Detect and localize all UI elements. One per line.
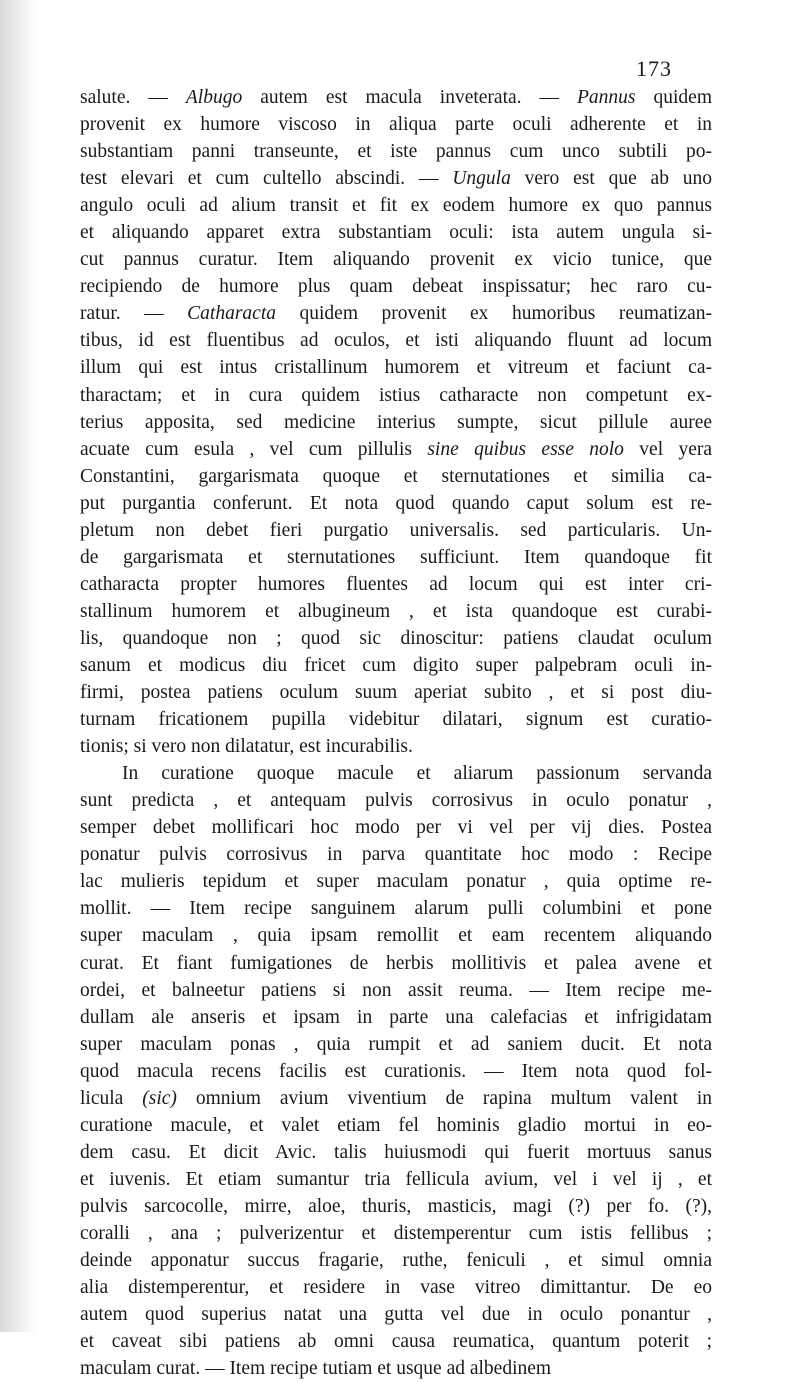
- text-line: [80, 327, 712, 354]
- text-run: angulo oculi ad alium transit et fit ex eodem humore ex quo pannus: [80, 195, 712, 217]
- text-line: [80, 1301, 712, 1328]
- text-line: [80, 679, 712, 706]
- text-run: illum qui est intus cristallinum humorem et vitreum et faciunt ca-: [80, 357, 712, 379]
- text-run: tharactam; et in cura quidem istius catharacte non competunt ex-: [80, 384, 712, 406]
- text-run: vel yera: [623, 438, 712, 460]
- text-line: [80, 517, 712, 544]
- italic-term: Ungula: [452, 168, 511, 190]
- text-line: [80, 409, 712, 436]
- text-line: [80, 1220, 712, 1247]
- text-run: test elevari et cum cultello abscindi. —: [80, 168, 453, 190]
- text-run: terius apposita, sed medicine interius sumpte, sicut pillule auree: [80, 411, 712, 433]
- text-line: [80, 436, 712, 463]
- text-run: curatione macule, et valet etiam fel hominis gladio mortui in eo-: [80, 1114, 712, 1136]
- text-line: [80, 760, 712, 787]
- text-run: super maculam ponas , quia rumpit et ad saniem ducit. Et nota: [80, 1033, 712, 1055]
- text-run: tibus, id est fluentibus ad oculos, et isti aliquando fluunt ad locum: [80, 330, 712, 352]
- text-run: catharacta propter humores fluentes ad locum qui est inter cri-: [80, 573, 712, 595]
- text-run: In curatione quoque macule et aliarum passionum servanda: [122, 763, 712, 785]
- text-run: semper debet mollificari hoc modo per vi vel per vij dies. Postea: [80, 817, 712, 839]
- text-line: [80, 463, 712, 490]
- text-line: [80, 922, 712, 949]
- italic-term: sine quibus esse nolo: [427, 438, 624, 460]
- text-run: autem est macula inveterata. —: [242, 87, 578, 108]
- text-run: et iuvenis. Et etiam sumantur tria fellicula avium, vel i vel ij , et: [80, 1168, 712, 1190]
- italic-term: Albugo: [185, 87, 243, 108]
- text-run: super maculam , quia ipsam remollit et eam recentem aliquando: [80, 925, 712, 947]
- text-run: sanum et modicus diu fricet cum digito super palpebram oculi in-: [80, 654, 712, 676]
- text-line: [80, 382, 712, 409]
- text-run: pletum non debet fieri purgatio universalis. sed particularis. Un-: [80, 519, 712, 541]
- text-run: Constantini, gargarismata quoque et sternutationes et similia ca-: [80, 465, 712, 487]
- text-line: [80, 706, 712, 733]
- text-line: [80, 165, 712, 192]
- text-run: quidem: [635, 87, 712, 108]
- text-line: [80, 1193, 712, 1220]
- text-line: [80, 1355, 712, 1382]
- text-run: maculam curat. — Item recipe tutiam et usque ad albedinem: [80, 1358, 552, 1380]
- text-run: firmi, postea patiens oculum suum aperiat subito , et si post diu-: [80, 682, 712, 704]
- text-run: pulvis sarcocolle, mirre, aloe, thuris, masticis, magi (?) per fo. (?),: [80, 1195, 712, 1217]
- text-line: [80, 977, 712, 1004]
- text-run: curat. Et fiant fumigationes de herbis mollitivis et palea avene et: [80, 952, 712, 974]
- text-run: lac mulieris tepidum et super maculam ponatur , quia optime re-: [80, 871, 712, 893]
- text-run: coralli , ana ; pulverizentur et distemperentur cum istis fellibus ;: [80, 1222, 712, 1244]
- text-line: [80, 138, 712, 165]
- text-line: [80, 354, 712, 381]
- text-run: quidem provenit ex humoribus reumatizan-: [276, 303, 712, 325]
- text-run: autem quod superius natat una gutta vel due in oculo ponantur ,: [80, 1304, 712, 1326]
- text-line: [80, 490, 712, 517]
- text-run: mollit. — Item recipe sanguinem alarum pulli columbini et pone: [80, 898, 712, 920]
- text-run: salute. —: [80, 87, 186, 108]
- text-line: [80, 1085, 712, 1112]
- text-line: [80, 814, 712, 841]
- text-line: [80, 950, 712, 977]
- text-line: [80, 544, 712, 571]
- text-line: [80, 787, 712, 814]
- text-line: [80, 571, 712, 598]
- text-line: [80, 300, 712, 327]
- text-line: [80, 868, 712, 895]
- text-run: dem casu. Et dicit Avic. talis huiusmodi qui fuerit mortuus sanus: [80, 1141, 712, 1163]
- italic-term: (sic): [142, 1087, 177, 1109]
- text-run: vero est que ab uno: [510, 168, 712, 190]
- text-run: tionis; si vero non dilatatur, est incurabilis.: [80, 736, 413, 758]
- text-line: [80, 652, 712, 679]
- text-line: [80, 1031, 712, 1058]
- italic-term: Pannus: [577, 87, 636, 108]
- text-run: ratur. —: [80, 303, 188, 325]
- text-run: recipiendo de humore plus quam debeat inspissatur; hec raro cu-: [80, 276, 712, 298]
- text-run: et aliquando apparet extra substantiam oculi: ista autem ungula si-: [80, 222, 712, 244]
- text-line: [80, 219, 712, 246]
- text-run: quod macula recens facilis est curationis. — Item nota quod fol-: [80, 1060, 712, 1082]
- text-line: [80, 1166, 712, 1193]
- text-line: [80, 1274, 712, 1301]
- text-line: [80, 1112, 712, 1139]
- italic-term: Catharacta: [187, 303, 276, 325]
- text-run: substantiam panni transeunte, et iste pannus cum unco subtili po-: [80, 141, 712, 163]
- text-line: [80, 111, 712, 138]
- text-line: [80, 1139, 712, 1166]
- text-line: [80, 192, 712, 219]
- text-line: [80, 1247, 712, 1274]
- text-run: provenit ex humore viscoso in aliqua parte oculi adherente et in: [80, 114, 712, 136]
- text-run: et caveat sibi patiens ab omni causa reumatica, quantum poterit ;: [80, 1331, 712, 1353]
- text-line: [80, 1328, 712, 1355]
- text-line: [80, 246, 712, 273]
- text-run: cut pannus curatur. Item aliquando provenit ex vicio tunice, que: [80, 249, 712, 271]
- text-run: omnium avium viventium de rapina multum valent in: [176, 1087, 712, 1109]
- text-run: stallinum humorem et albugineum , et ista quandoque est curabi-: [80, 600, 712, 622]
- text-run: de gargarismata et sternutationes sufficiunt. Item quandoque fit: [80, 546, 712, 568]
- text-run: turnam fricationem pupilla videbitur dilatari, signum est curatio-: [80, 709, 712, 731]
- text-line: [80, 1058, 712, 1085]
- text-run: licula: [80, 1087, 143, 1109]
- text-line: [80, 733, 712, 760]
- text-run: deinde apponatur succus fragarie, ruthe, feniculi , et simul omnia: [80, 1250, 712, 1272]
- text-run: dullam ale anseris et ipsam in parte una calefacias et infrigidatam: [80, 1006, 712, 1028]
- text-line: [80, 1004, 712, 1031]
- body-text: [80, 84, 712, 1382]
- text-line: [80, 625, 712, 652]
- text-line: [80, 598, 712, 625]
- text-run: sunt predicta , et antequam pulvis corrosivus in oculo ponatur ,: [80, 790, 712, 812]
- text-run: ponatur pulvis corrosivus in parva quantitate hoc modo : Recipe: [80, 844, 712, 866]
- page-number: 173: [636, 56, 672, 81]
- text-line: [80, 273, 712, 300]
- text-line: [80, 895, 712, 922]
- text-run: alia distemperentur, et residere in vase vitreo dimittantur. De eo: [80, 1277, 712, 1299]
- text-line: [80, 84, 712, 111]
- text-line: [80, 841, 712, 868]
- text-run: lis, quandoque non ; quod sic dinoscitur: patiens claudat oculum: [80, 627, 712, 649]
- text-run: acuate cum esula , vel cum pillulis: [80, 438, 428, 460]
- page-gutter-shadow: [0, 0, 38, 1332]
- text-run: ordei, et balneetur patiens si non assit reuma. — Item recipe me-: [80, 979, 712, 1001]
- text-run: put purgantia conferunt. Et nota quod quando caput solum est re-: [80, 492, 712, 514]
